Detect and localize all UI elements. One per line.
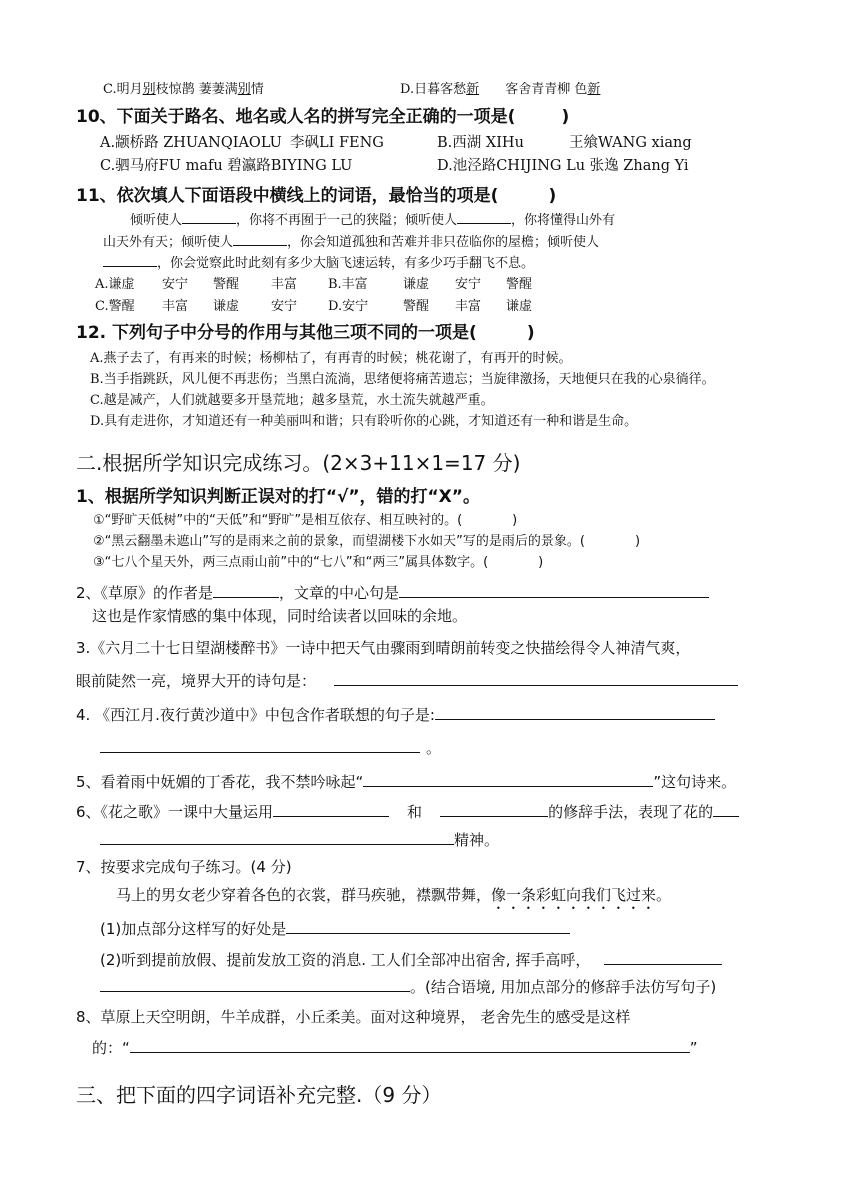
p2-line1: 2、《草原》的作者是 ，文章的中心句是 (76, 582, 709, 603)
section-2-title: 二.根据所学知识完成练习。(2×3+11×1=17 分) (76, 451, 521, 475)
p5-line: 5、看着雨中妩媚的丁香花，我不禁吟咏起“ ”这句诗来。 (76, 773, 737, 791)
p8-line1: 8、草原上天空明朗，牛羊成群，小丘柔美。面对这种境界， 老舍先生的感受是这样 (76, 1008, 631, 1026)
p3-line2: 眼前陡然一亮，境界大开的诗句是： (76, 670, 738, 691)
q10-option-c: C.驷马府FU mafu 碧瀛路BIYING LU (100, 158, 353, 174)
p1-stem: 1、根据所学知识判断正误对的打“√”，错的打“X”。 (76, 487, 480, 507)
q10-option-d: D.池泾路CHIJING Lu 张逸 Zhang Yi (437, 158, 689, 174)
q10-option-b: B.西湖 XIHu (437, 135, 524, 151)
q10-option-a: A.颛桥路 ZHUANQIAOLU (100, 135, 282, 151)
p7-sentence: 马上的男女老少穿着各色的衣裳，群马疾驰，襟飘带舞，像一条彩虹向我们飞过来。 (116, 886, 672, 904)
q12-option-d: D.具有走进你，才知道还有一种美丽叫和谐；只有聆听你的心跳，才知道还有一种和谐是生命。 (90, 414, 638, 429)
p1-item-2: ②“黑云翻墨未遮山”写的是雨来之前的景象，而望湖楼下水如天”写的是雨后的景象。( ) (93, 534, 641, 549)
q11-passage-line3: ，你会觉察此时此刻有多少大脑飞速运转，有多少巧手翻飞不息。 (103, 252, 534, 271)
q11-options-ab: A.谦虚 安宁 警醒 丰富 B.丰富 谦虚 安宁 警醒 (95, 277, 533, 292)
q12-stem: 12. 下列句子中分号的作用与其他三项不同的一项是( ) (76, 323, 535, 343)
p7-stem: 7、按要求完成句子练习。(4 分) (76, 858, 292, 876)
q9-option-c: C.明月别枝惊鹊 萋萋满别情 (103, 82, 264, 97)
q12-option-a: A.燕子去了，有再来的时候；杨柳枯了，有再青的时候；桃花谢了，有再开的时候。 (90, 351, 572, 366)
p1-item-3: ③“七八个星天外，两三点雨山前”中的“七八”和“两三”属具体数字。( ) (93, 555, 544, 570)
q12-option-c: C.越是减产，人们就越要多开垦荒地；越多垦荒，水土流失就越严重。 (90, 393, 494, 408)
p2-line2: 这也是作家情感的集中体现，同时给读者以回味的余地。 (92, 607, 468, 625)
q9-option-d: D.日暮客愁新 客舍青青柳 色新 (400, 82, 601, 97)
p8-line2: 的：“ ” (92, 1039, 698, 1057)
q11-passage-line2: 山天外有天；倾听使人 ，你会知道孤独和苦难并非只莅临你的屋檐；倾听使人 (103, 231, 599, 250)
q11-stem: 11、依次填人下面语段中横线上的词语，最恰当的项是( ) (76, 186, 557, 206)
q10-option-a2: 李砜LI FENG (290, 135, 384, 151)
q11-options-cd: C.警醒 丰富 谦虚 安宁 D.安宁 警醒 丰富 谦虚 (95, 299, 533, 314)
p6-line2: 精神。 (100, 829, 499, 850)
p7-item-1: (1)加点部分这样写的好处是 (100, 918, 570, 939)
p4-line2: 。 (100, 737, 441, 758)
p3-line1: 3.《六月二十七日望湖楼醉书》一诗中把天气由骤雨到晴朗前转变之快描绘得令人神清气爽， (76, 639, 691, 657)
q10-option-b2: 王飨WANG xiang (569, 135, 692, 151)
q12-option-b: B.当手指跳跃，风儿便不再悲伤；当黑白流淌，思绪便将痛苦遗忘；当旋律激扬，天地便只在我的心泉徜徉。 (90, 372, 715, 387)
p4-line1: 4. 《西江月.夜行黄沙道中》中包含作者联想的句子是: (76, 704, 715, 725)
p1-item-1: ①“野旷天低树”中的“天低”和“野旷”是相互依存、相互映衬的。( ) (93, 513, 518, 528)
q11-passage-line1: 倾听使人 ，你将不再囿于一己的狭隘；倾听使人 ，你将懂得山外有 (130, 209, 615, 228)
p7-item-2-cont: 。(结合语境, 用加点部分的修辞手法仿写句子) (100, 976, 716, 997)
p7-item-2: (2)听到提前放假、提前发放工资的消息. 工人们全部冲出宿舍, 挥手高呼， (100, 949, 722, 970)
section-3-title: 三、把下面的四字词语补充完整.（9 分） (76, 1083, 442, 1107)
p6-line1: 6、《花之歌》一课中大量运用 和 的修辞手法，表现了花的 (76, 801, 739, 822)
q10-stem: 10、下面关于路名、地名或人名的拼写完全正确的一项是( ) (76, 107, 570, 127)
